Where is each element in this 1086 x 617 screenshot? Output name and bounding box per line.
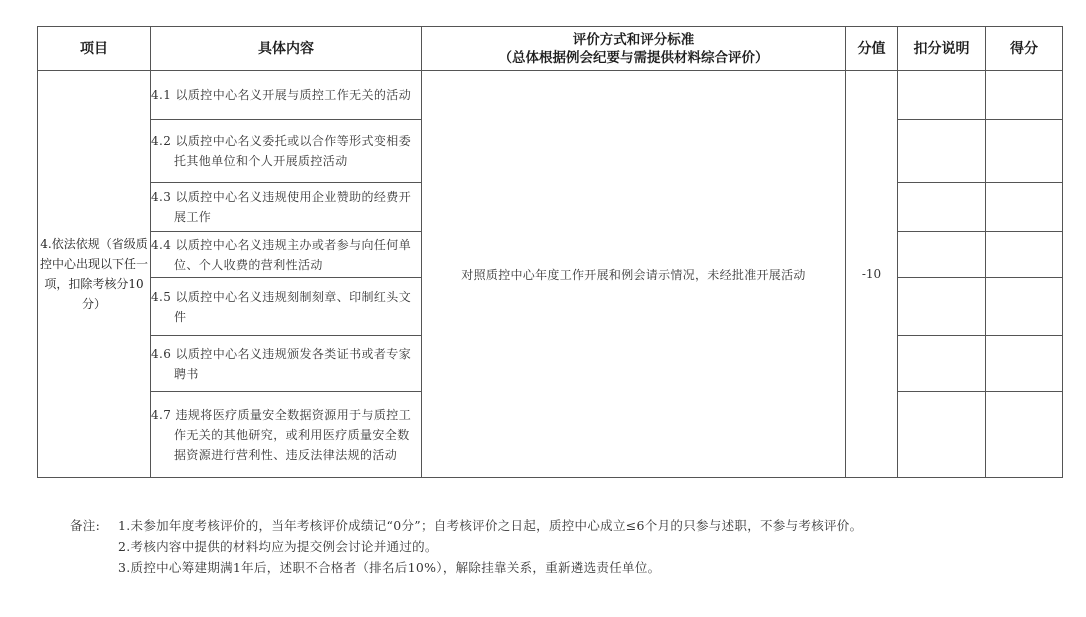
deduction-cell[interactable]	[898, 336, 986, 392]
result-cell[interactable]	[986, 183, 1063, 232]
score-cell	[846, 71, 898, 478]
note-text: 3.质控中心筹建期满1年后，述职不合格者（排名后10%），解除挂靠关系，重新遴选责任单位。	[118, 560, 661, 575]
header-deduction: 扣分说明	[898, 27, 986, 71]
evaluation-table	[37, 26, 1063, 478]
note-line	[70, 557, 1070, 578]
header-result: 得分	[986, 27, 1063, 71]
project-cell	[38, 71, 151, 478]
note-line	[70, 515, 1070, 536]
content-item-4-7: 4.7 违规将医疗质量安全数据资源用于与质控工作无关的其他研究，或利用医疗质量安全数据资源进行营利性、违反法律法规的活动	[151, 392, 422, 478]
deduction-cell[interactable]	[898, 232, 986, 278]
score-value: -10	[861, 267, 882, 281]
result-cell[interactable]	[986, 232, 1063, 278]
header-score: 分值	[846, 27, 898, 71]
header-content: 具体内容	[151, 27, 422, 71]
deduction-cell[interactable]	[898, 278, 986, 336]
header-row	[38, 27, 1063, 71]
content-item-4-3: 4.3 以质控中心名义违规使用企业赞助的经费开展工作	[151, 183, 422, 232]
header-method	[422, 27, 846, 71]
table-row	[38, 71, 1063, 120]
content-item-4-4: 4.4 以质控中心名义违规主办或者参与向任何单位、个人收费的营利性活动	[151, 232, 422, 278]
notes-section	[70, 515, 1070, 578]
deduction-cell[interactable]	[898, 71, 986, 120]
header-method-title: 评价方式和评分标准	[572, 31, 695, 48]
method-text: 对照质控中心年度工作开展和例会请示情况，未经批准开展活动	[461, 267, 806, 282]
project-text: 4.依法依规（省级质控中心出现以下任一项，扣除考核分10分）	[39, 237, 148, 311]
header-project: 项目	[38, 27, 151, 71]
note-text: 1.未参加年度考核评价的，当年考核评价成绩记“0分”；自考核评价之日起，质控中心成立≤6个月的只参与述职，不参与考核评价。	[118, 518, 863, 533]
result-cell[interactable]	[986, 278, 1063, 336]
deduction-cell[interactable]	[898, 183, 986, 232]
content-item-4-5: 4.5 以质控中心名义违规刻制刻章、印制红头文件	[151, 278, 422, 336]
notes-label: 备注:	[70, 518, 101, 533]
content-item-4-2: 4.2 以质控中心名义委托或以合作等形式变相委托其他单位和个人开展质控活动	[151, 120, 422, 183]
content-item-4-1: 4.1 以质控中心名义开展与质控工作无关的活动	[151, 71, 422, 120]
result-cell[interactable]	[986, 120, 1063, 183]
content-item-4-6: 4.6 以质控中心名义违规颁发各类证书或者专家聘书	[151, 336, 422, 392]
result-cell[interactable]	[986, 392, 1063, 478]
result-cell[interactable]	[986, 71, 1063, 120]
deduction-cell[interactable]	[898, 120, 986, 183]
header-method-subtitle: （总体根据例会纪要与需提供材料综合评价）	[498, 49, 769, 66]
note-text: 2.考核内容中提供的材料均应为提交例会讨论并通过的。	[118, 539, 438, 554]
result-cell[interactable]	[986, 336, 1063, 392]
method-cell	[422, 71, 846, 478]
note-line	[70, 536, 1070, 557]
deduction-cell[interactable]	[898, 392, 986, 478]
